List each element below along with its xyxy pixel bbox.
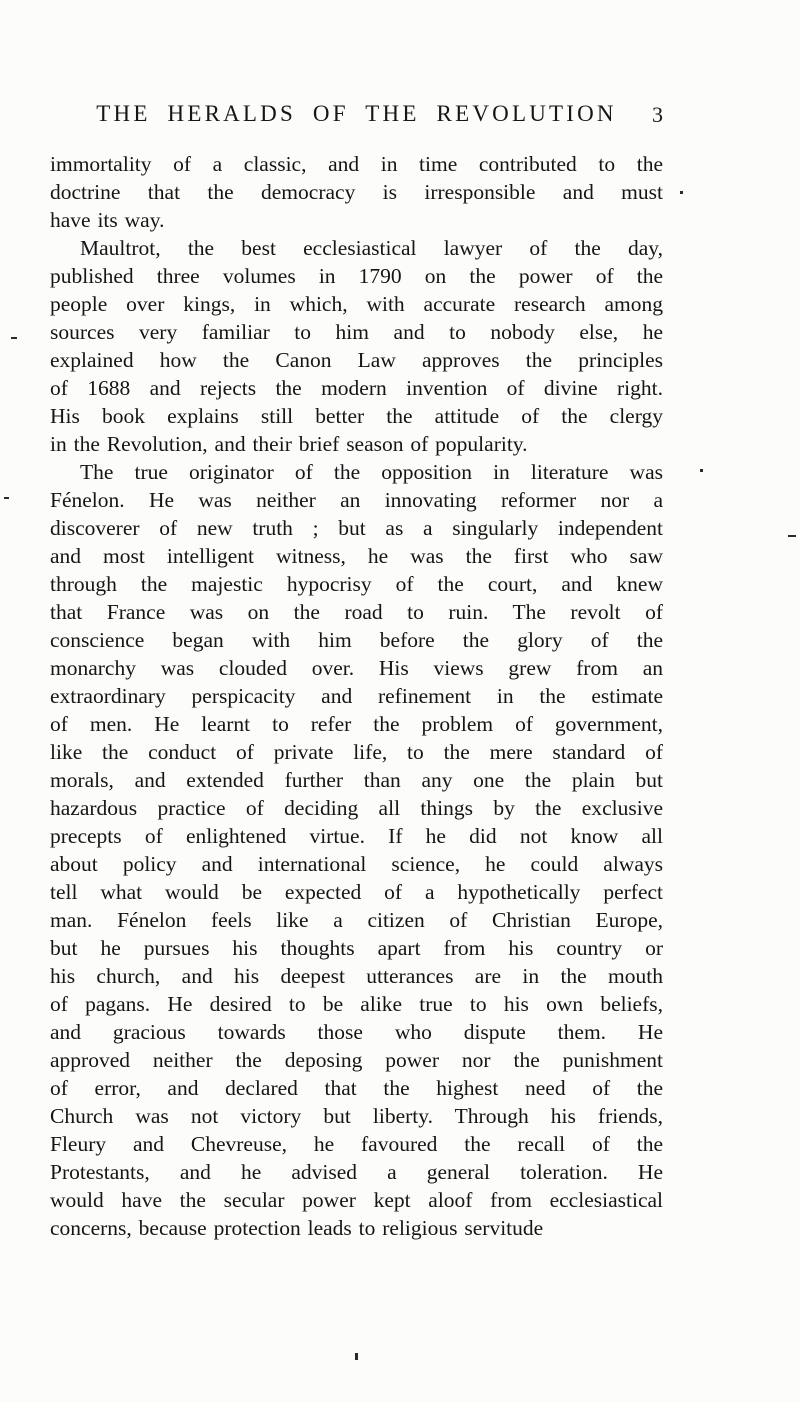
scan-speck bbox=[700, 469, 703, 472]
text-line: but he pursues his thoughts apart from his country or bbox=[50, 936, 663, 960]
text-line: conscience began with him before the glory of the bbox=[50, 628, 663, 652]
running-head bbox=[50, 101, 663, 131]
text-line: Fleury and Chevreuse, he favoured the recall of the bbox=[50, 1132, 663, 1156]
text-line: explained how the Canon Law approves the principles bbox=[50, 348, 663, 372]
text-line: have its way. bbox=[50, 208, 165, 232]
text-line: of error, and declared that the highest need of the bbox=[50, 1076, 663, 1100]
text-line: doctrine that the democracy is irresponsible and must bbox=[50, 180, 663, 204]
text-line: Protestants, and he advised a general toleration. He bbox=[50, 1160, 663, 1184]
text-line: approved neither the deposing power nor the punishment bbox=[50, 1048, 663, 1072]
text-line: and most intelligent witness, he was the first who saw bbox=[50, 544, 663, 568]
scan-speck bbox=[4, 497, 9, 499]
text-line: Church was not victory but liberty. Through his friends, bbox=[50, 1104, 663, 1128]
text-line: Fénelon. He was neither an innovating reformer nor a bbox=[50, 488, 663, 512]
text-line: man. Fénelon feels like a citizen of Christian Europe, bbox=[50, 908, 663, 932]
text-line: of pagans. He desired to be alike true to his own beliefs, bbox=[50, 992, 663, 1016]
text-line: morals, and extended further than any one the plain but bbox=[50, 768, 663, 792]
chapter-title: THE HERALDS OF THE REVOLUTION bbox=[96, 101, 617, 126]
text-line: tell what would be expected of a hypothetically perfect bbox=[50, 880, 663, 904]
text-line: Maultrot, the best ecclesiastical lawyer of the day, bbox=[80, 236, 663, 260]
text-line: discoverer of new truth ; but as a singularly independent bbox=[50, 516, 663, 540]
scan-speck bbox=[788, 535, 796, 537]
text-line: immortality of a classic, and in time contributed to the bbox=[50, 152, 663, 176]
scan-speck bbox=[355, 1353, 358, 1360]
text-line: and gracious towards those who dispute them. He bbox=[50, 1020, 663, 1044]
text-line: concerns, because protection leads to religious servitude bbox=[50, 1216, 544, 1240]
text-line: published three volumes in 1790 on the power of the bbox=[50, 264, 663, 288]
text-line: precepts of enlightened virtue. If he did not know all bbox=[50, 824, 663, 848]
text-line: like the conduct of private life, to the mere standard of bbox=[50, 740, 663, 764]
text-line: of 1688 and rejects the modern invention of divine right. bbox=[50, 376, 663, 400]
text-line: of men. He learnt to refer the problem of government, bbox=[50, 712, 663, 736]
body-text bbox=[50, 150, 663, 1242]
text-line: in the Revolution, and their brief season of popularity. bbox=[50, 432, 528, 456]
page-number: 3 bbox=[652, 102, 663, 127]
scan-speck bbox=[680, 191, 683, 194]
text-line: his church, and his deepest utterances are in the mouth bbox=[50, 964, 663, 988]
text-line: would have the secular power kept aloof from ecclesiastical bbox=[50, 1188, 663, 1212]
text-line: about policy and international science, he could always bbox=[50, 852, 663, 876]
text-line: monarchy was clouded over. His views grew from an bbox=[50, 656, 663, 680]
scan-speck bbox=[11, 337, 17, 339]
text-line: through the majestic hypocrisy of the court, and knew bbox=[50, 572, 663, 596]
text-line: that France was on the road to ruin. The revolt of bbox=[50, 600, 663, 624]
text-line: people over kings, in which, with accurate research among bbox=[50, 292, 663, 316]
text-line: The true originator of the opposition in literature was bbox=[80, 460, 663, 484]
text-line: sources very familiar to him and to nobody else, he bbox=[50, 320, 663, 344]
text-line: hazardous practice of deciding all things by the exclusive bbox=[50, 796, 663, 820]
text-line: His book explains still better the attitude of the clergy bbox=[50, 404, 663, 428]
text-line: extraordinary perspicacity and refinement in the estimate bbox=[50, 684, 663, 708]
